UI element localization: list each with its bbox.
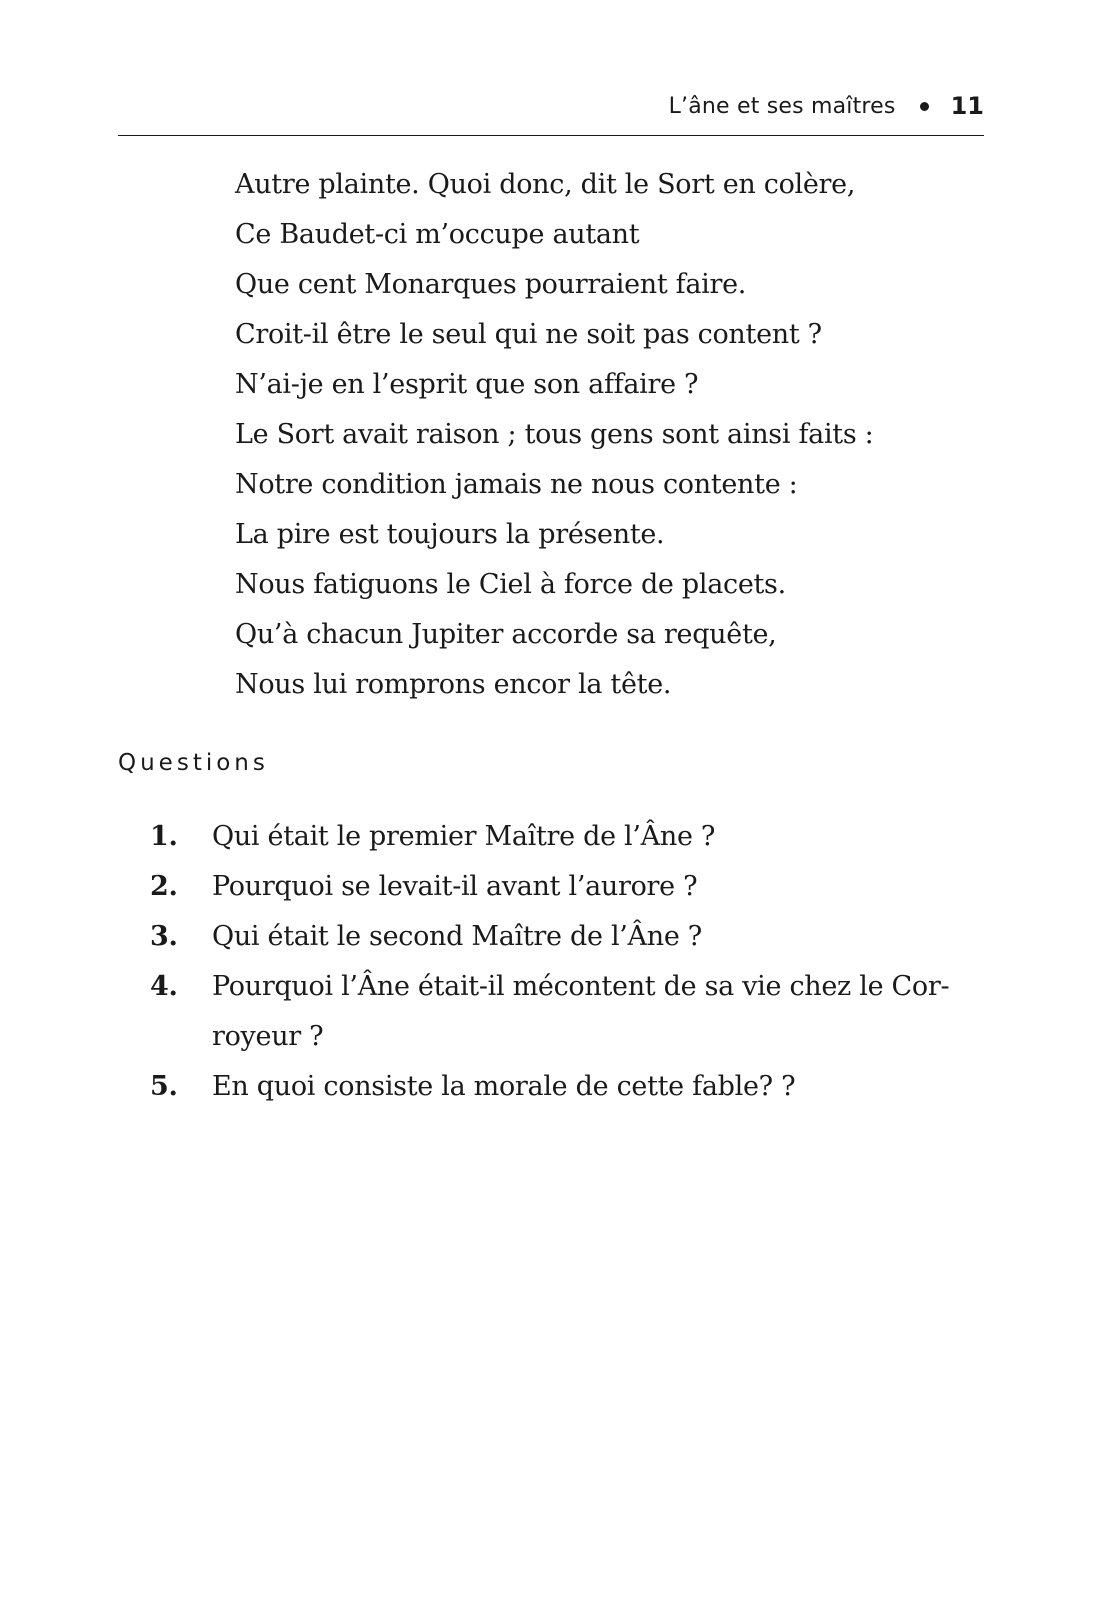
poem-line: Le Sort avait raison ; tous gens sont ainsi faits : xyxy=(235,419,874,450)
poem-line: N’ai-je en l’esprit que son affaire ? xyxy=(235,369,699,400)
poem-line: Nous fatiguons le Ciel à force de placets. xyxy=(235,569,786,600)
question-text: Pourquoi se levait-il avant l’aurore ? xyxy=(212,871,698,902)
questions-heading: Questions xyxy=(118,750,269,776)
poem-line: Que cent Monarques pourraient faire. xyxy=(235,269,747,300)
question-number: 1. xyxy=(150,821,178,852)
poem-line: Ce Baudet-ci m’occupe autant xyxy=(235,219,640,250)
question-text: Qui était le premier Maître de l’Âne ? xyxy=(212,821,716,852)
question-number: 2. xyxy=(150,871,178,902)
question-number: 5. xyxy=(150,1071,178,1102)
question-item xyxy=(140,862,990,912)
page-number: 11 xyxy=(950,92,984,120)
question-item xyxy=(140,812,990,862)
question-text: Qui était le second Maître de l’Âne ? xyxy=(212,921,702,952)
poem-line: Autre plainte. Quoi donc, dit le Sort en colère, xyxy=(235,169,856,200)
question-text: En quoi consiste la morale de cette fable? ? xyxy=(212,1071,796,1102)
poem-verses xyxy=(235,160,873,710)
question-number: 4. xyxy=(150,971,178,1002)
question-number: 3. xyxy=(150,921,178,952)
question-item xyxy=(140,1062,990,1112)
bullet-separator-icon xyxy=(920,102,929,111)
poem-line: Croit-il être le seul qui ne soit pas content ? xyxy=(235,319,822,350)
question-text: Pourquoi l’Âne était-il mécontent de sa vie chez le Corroyeur ? xyxy=(212,971,950,1052)
poem-line: Notre condition jamais ne nous contente : xyxy=(235,469,798,500)
questions-list xyxy=(140,812,990,1112)
poem-line: La pire est toujours la présente. xyxy=(235,519,665,550)
running-title: L’âne et ses maîtres xyxy=(668,93,896,119)
header-rule xyxy=(118,135,984,136)
running-header xyxy=(118,86,984,126)
poem-line: Nous lui romprons encor la tête. xyxy=(235,669,672,700)
question-item xyxy=(140,912,990,962)
question-item xyxy=(140,962,990,1062)
poem-line: Qu’à chacun Jupiter accorde sa requête, xyxy=(235,619,777,650)
